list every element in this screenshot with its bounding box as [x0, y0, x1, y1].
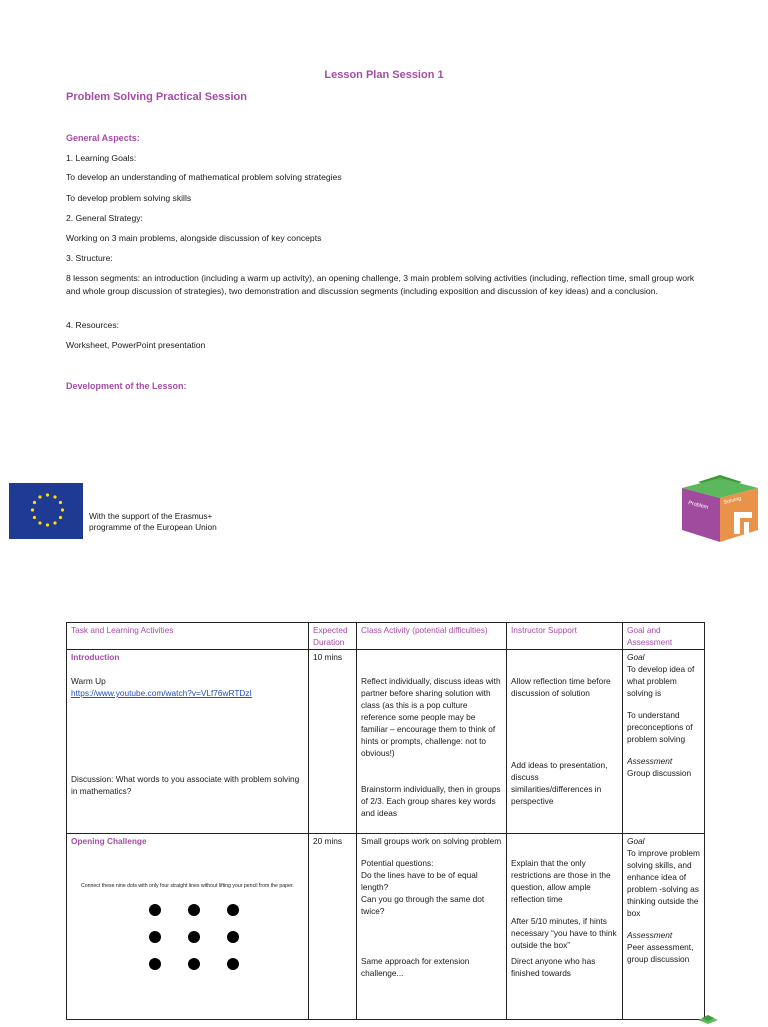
- introduction-title: Introduction: [71, 652, 120, 663]
- problem-solving-logo: [678, 474, 760, 544]
- general-aspects-heading: General Aspects:: [66, 133, 140, 143]
- opening-challenge-title: Opening Challenge: [71, 836, 147, 847]
- intro-goal-1: To develop idea of what problem solving is: [627, 664, 695, 699]
- structure-heading: 3. Structure:: [66, 253, 113, 263]
- logo-word-problem: Problem: [687, 500, 709, 511]
- lesson-title: Lesson Plan Session 1: [324, 69, 444, 81]
- lesson-subtitle: Problem Solving Practical Session: [66, 91, 247, 103]
- intro-goal-2: To understand preconceptions of problem solving: [627, 710, 693, 745]
- intro-class-activity-1: Reflect individually, discuss ideas with partner before sharing solution with class (as this is a pop culture reference some people may be familiar – encourage them to think of hints or prompts, challenge: not to obvious!): [361, 676, 501, 759]
- corner-logo-fragment: [690, 1014, 726, 1024]
- opening-assessment: Peer assessment, group discussion: [627, 942, 694, 965]
- opening-assessment-label: Assessment: [627, 930, 673, 941]
- header-task: Task and Learning Activities: [67, 623, 309, 650]
- eu-support-text: With the support of the Erasmus+ programme of the European Union: [89, 511, 217, 533]
- intro-class-activity-2: Brainstorm individually, then in groups of 2/3. Each group shares key words and ideas: [361, 784, 501, 819]
- development-heading: Development of the Lesson:: [66, 381, 187, 391]
- opening-support-2: After 5/10 minutes, if hints necessary “you have to think outside the box”: [511, 916, 617, 951]
- goal-line-1: To develop an understanding of mathematical problem solving strategies: [66, 172, 342, 182]
- resources-text: Worksheet, PowerPoint presentation: [66, 340, 206, 350]
- opening-class-5: Same approach for extension challenge...: [361, 956, 470, 979]
- introduction-duration: 10 mins: [309, 650, 357, 834]
- opening-duration: 20 mins: [309, 834, 357, 1020]
- discussion-text: Discussion: What words to you associate with problem solving in mathematics?: [71, 774, 300, 797]
- learning-goals-heading: 1. Learning Goals:: [66, 153, 137, 163]
- header-class-activity: Class Activity (potential difficulties): [357, 623, 507, 650]
- header-goal-assessment: Goal and Assessment: [623, 623, 705, 650]
- lesson-plan-table: [66, 622, 705, 1020]
- table-row-introduction: [67, 650, 705, 834]
- intro-goal-label: Goal: [627, 652, 645, 663]
- header-duration: Expected Duration: [309, 623, 357, 650]
- nine-dots-puzzle: [149, 904, 304, 970]
- opening-class-3: Do the lines have to be of equal length?: [361, 870, 478, 893]
- nine-dots-instruction: Connect these nine dots with only four straight lines without lifting your pencil from the paper.: [81, 883, 294, 890]
- warmup-video-link[interactable]: https://www.youtube.com/watch?v=VLf76wRTDzI: [71, 688, 252, 699]
- strategy-heading: 2. General Strategy:: [66, 213, 143, 223]
- opening-class-1: Small groups work on solving problem: [361, 836, 502, 847]
- opening-class-4: Can you go through the same dot twice?: [361, 894, 485, 917]
- opening-support-3: Direct anyone who has finished towards: [511, 956, 596, 979]
- intro-assessment-label: Assessment: [627, 756, 673, 767]
- goal-line-2: To develop problem solving skills: [66, 193, 192, 203]
- intro-support-1: Allow reflection time before discussion of solution: [511, 676, 611, 699]
- structure-text: 8 lesson segments: an introduction (including a warm up activity), an opening challenge, 3 main problem solving activities (including, reflection time, small group work and whole group discussion of strategies), two demonstration and discussion segments (including exposition and discussion of key ideas) and a conclusion.: [66, 273, 695, 296]
- logo-word-solving: Solving: [723, 495, 742, 506]
- eu-flag: [9, 483, 83, 539]
- intro-assessment: Group discussion: [627, 768, 692, 779]
- table-header-row: [67, 623, 705, 650]
- intro-support-2: Add ideas to presentation, discuss similarities/differences in perspective: [511, 760, 608, 807]
- strategy-text: Working on 3 main problems, alongside discussion of key concepts: [66, 233, 322, 243]
- header-instructor-support: Instructor Support: [507, 623, 623, 650]
- opening-goal: To improve problem solving skills, and enhance idea of problem -solving as thinking outside the box: [627, 848, 700, 919]
- opening-class-2: Potential questions:: [361, 858, 434, 869]
- warmup-label: Warm Up: [71, 676, 106, 687]
- resources-heading: 4. Resources:: [66, 320, 120, 330]
- opening-goal-label: Goal: [627, 836, 645, 847]
- opening-support-1: Explain that the only restrictions are those in the question, allow ample reflection time: [511, 858, 611, 905]
- table-row-opening-challenge: [67, 834, 705, 1020]
